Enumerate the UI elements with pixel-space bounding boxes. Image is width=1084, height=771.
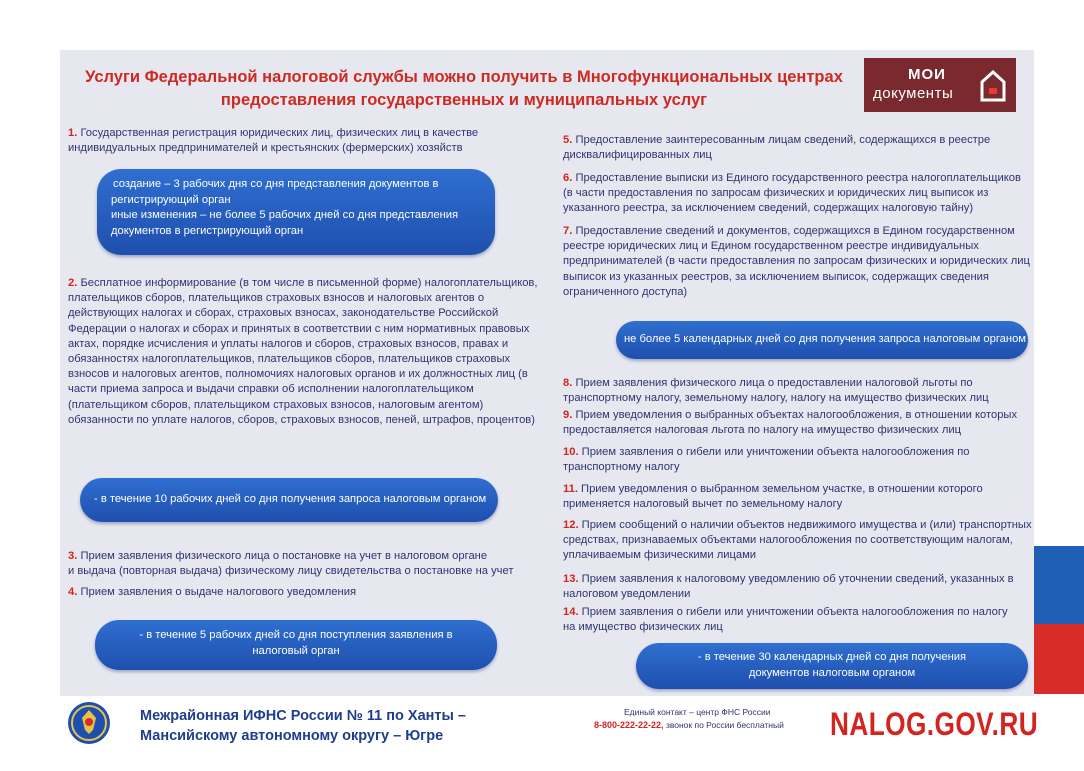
item-text: плательщиков сборов, плательщиков страховых взносов и налоговых агентов о — [68, 292, 485, 305]
item-number: 7. — [563, 225, 573, 237]
website-link[interactable]: NALOG.GOV.RU — [830, 706, 1039, 742]
item-text: Федерации о налогах и сборах и принятых в соответствии с ним нормативных правовых — [68, 322, 530, 335]
item-number: 2. — [68, 277, 78, 289]
service-item-12 — [563, 518, 1032, 564]
item-text: обязанности по уплате налогов, сборов, страховых взносов, пеней, штрафов, процентов) — [68, 413, 535, 426]
item-text: ограниченного доступа) — [563, 285, 688, 298]
item-text: Прием уведомления о выбранном земельном участке, в отношении которого — [581, 483, 983, 495]
item-number: 11. — [563, 483, 578, 495]
pill-text: налоговый орган — [252, 644, 340, 657]
item-text: транспортному налогу — [563, 461, 680, 474]
item-text: действующих налогах и сборах, страховых взносах, законодательстве Российской — [68, 307, 499, 320]
office-line-1: Межрайонная ИФНС России № 11 по Ханты – — [140, 708, 466, 724]
deadline-pill-2 — [80, 478, 498, 522]
item-text: Прием заявления к налоговому уведомлению об уточнении сведений, указанных в — [581, 573, 1014, 585]
item-number: 8. — [563, 377, 573, 389]
item-text: Прием заявления физического лица о постановке на учет в налоговом органе — [80, 550, 488, 562]
item-text: части приема запроса и выдачи справки об исполнении налогоплательщиком — [68, 383, 474, 396]
item-text: Бесплатное информирование (в том числе в письменной форме) налогоплательщиков, — [80, 277, 538, 289]
phone-number: 8-800-222-22-22, — [594, 720, 664, 730]
item-number: 5. — [563, 134, 573, 146]
item-text: указанного реестра, за исключением сведений, содержащих налоговую тайну) — [563, 202, 974, 215]
page-title — [64, 66, 864, 112]
service-item-5 — [563, 133, 990, 163]
item-number: 4. — [68, 586, 78, 598]
item-text: уплачиваемым физическими лицами — [563, 549, 757, 562]
item-text: и выдача (повторная выдача) физическому лицу свидетельства о постановке на учет — [68, 565, 514, 578]
deadline-pill-5 — [636, 643, 1028, 689]
logo-mark-icon — [980, 68, 1006, 102]
pill-text: - в течение 10 рабочих дней со дня получения запроса налоговым органом — [94, 493, 487, 505]
item-text: транспортному налогу, земельному налогу, налогу на имущество физических лиц — [563, 392, 989, 405]
item-number: 14. — [563, 606, 579, 618]
service-item-2 — [68, 276, 537, 428]
item-text: Прием заявления о выдаче налогового уведомления — [80, 586, 357, 598]
deadline-pill-4 — [616, 321, 1028, 359]
service-item-10 — [563, 445, 970, 475]
pill-text: документов в регистрирующий орган — [111, 224, 304, 237]
service-item-9 — [563, 408, 1017, 438]
item-text: предпринимателей (в части предоставления по запросам физических и юридических лиц — [563, 255, 1030, 268]
moi-dokumenty-logo — [864, 58, 1016, 112]
item-text: Предоставление выписки из Единого государственного реестра налогоплательщиков — [575, 172, 1021, 184]
red-stripe — [1034, 624, 1084, 694]
title-line-2: предоставления государственных и муниципальных услуг — [220, 91, 708, 109]
item-text: средствах, признаваемых объектами налогообложения по соответствующим налогам, — [563, 534, 1013, 547]
item-text: актах, порядке исчисления и уплаты налогов и сборов, страховых взносов, правах и — [68, 337, 509, 350]
item-text: Прием заявления физического лица о предоставлении налоговой льготы по — [575, 377, 973, 389]
item-text: дисквалифицированных лиц — [563, 149, 712, 162]
contact-info — [594, 706, 784, 732]
item-text: Предоставление заинтересованным лицам сведений, содержащихся в реестре — [575, 134, 991, 146]
item-text: Прием уведомления о выбранных объектах налогообложения, в отношении которых — [575, 409, 1018, 421]
deadline-pill-1 — [97, 169, 495, 255]
pill-text: создание – 3 рабочих дня со дня представления документов в — [113, 178, 439, 190]
fns-emblem-icon — [66, 700, 112, 746]
pill-text: регистрирующий орган — [111, 193, 231, 206]
item-number: 1. — [68, 127, 78, 139]
service-item-6 — [563, 171, 1021, 217]
item-number: 3. — [68, 550, 78, 562]
item-text: Прием заявления о гибели или уничтожении объекта налогообложения по — [581, 446, 970, 458]
service-item-8 — [563, 376, 989, 406]
item-text: (плательщиком сборов, плательщиком страховых взносов, налоговым агентом) — [68, 398, 484, 411]
pill-text: - в течение 5 рабочих дней со дня поступления заявления в — [139, 629, 453, 641]
item-text: реестре юридических лиц и Едином государственном реестре индивидуальных — [563, 240, 979, 253]
item-number: 10. — [563, 446, 579, 458]
pill-text: не более 5 календарных дней со дня получения запроса налоговым органом — [624, 333, 1026, 345]
service-item-7 — [563, 224, 1030, 300]
service-item-11 — [563, 482, 983, 512]
item-text: Предоставление сведений и документов, содержащихся в Едином государственном — [575, 225, 1015, 237]
contact-label: Единый контакт – центр ФНС России — [624, 707, 771, 717]
service-item-13 — [563, 572, 1014, 602]
service-item-4 — [68, 585, 356, 600]
phone-note: звонок по России бесплатный — [665, 720, 784, 730]
item-number: 12. — [563, 519, 579, 531]
item-text: обязанностях налогоплательщиков, плательщиков сборов, плательщиков страховых — [68, 353, 511, 366]
item-number: 6. — [563, 172, 573, 184]
item-text: (в части предоставления по запросам физических и юридических лиц выписок из — [563, 187, 989, 200]
item-text: индивидуальных предпринимателей и крестьянских (фермерских) хозяйств — [68, 142, 463, 155]
item-number: 9. — [563, 409, 573, 421]
logo-word-1: МОИ — [908, 66, 946, 83]
pill-text: - в течение 30 календарных дней со дня получения — [697, 651, 967, 663]
item-text: выписок из указанных реестров, за исключением выписок, содержащих сведения — [563, 270, 989, 283]
service-item-3 — [68, 549, 513, 579]
item-text: взносов и налоговых агентов, полномочиях налоговых органов и их должностных лиц (в — [68, 368, 528, 381]
pill-text: документов налоговым органом — [748, 666, 916, 679]
item-text: Государственная регистрация юридических лиц, физических лиц в качестве — [80, 127, 479, 139]
logo-word-2: документы — [873, 85, 954, 102]
item-text: предоставляется налоговая льгота по налогу на имущество физических лиц — [563, 424, 962, 437]
blue-stripe — [1034, 546, 1084, 624]
service-item-1 — [68, 126, 478, 156]
item-text: на имущество физических лиц — [563, 621, 723, 634]
item-text: применяется налоговый вычет по земельному налогу — [563, 498, 843, 511]
item-number: 13. — [563, 573, 579, 585]
item-text: налоговом уведомлении — [563, 588, 691, 601]
item-text: Прием сообщений о наличии объектов недвижимого имущества и (или) транспортных — [581, 519, 1032, 531]
deadline-pill-3 — [95, 620, 497, 670]
tax-office-name — [140, 706, 466, 746]
item-text: Прием заявления о гибели или уничтожении объекта налогообложения по налогу — [581, 606, 1008, 618]
office-line-2: Мансийскому автономному округу – Югре — [140, 728, 444, 744]
service-item-14 — [563, 605, 1008, 635]
title-line-1: Услуги Федеральной налоговой службы можно получить в Многофункциональных центрах — [85, 68, 843, 86]
pill-text: иные изменения – не более 5 рабочих дней со дня представления — [111, 209, 459, 221]
